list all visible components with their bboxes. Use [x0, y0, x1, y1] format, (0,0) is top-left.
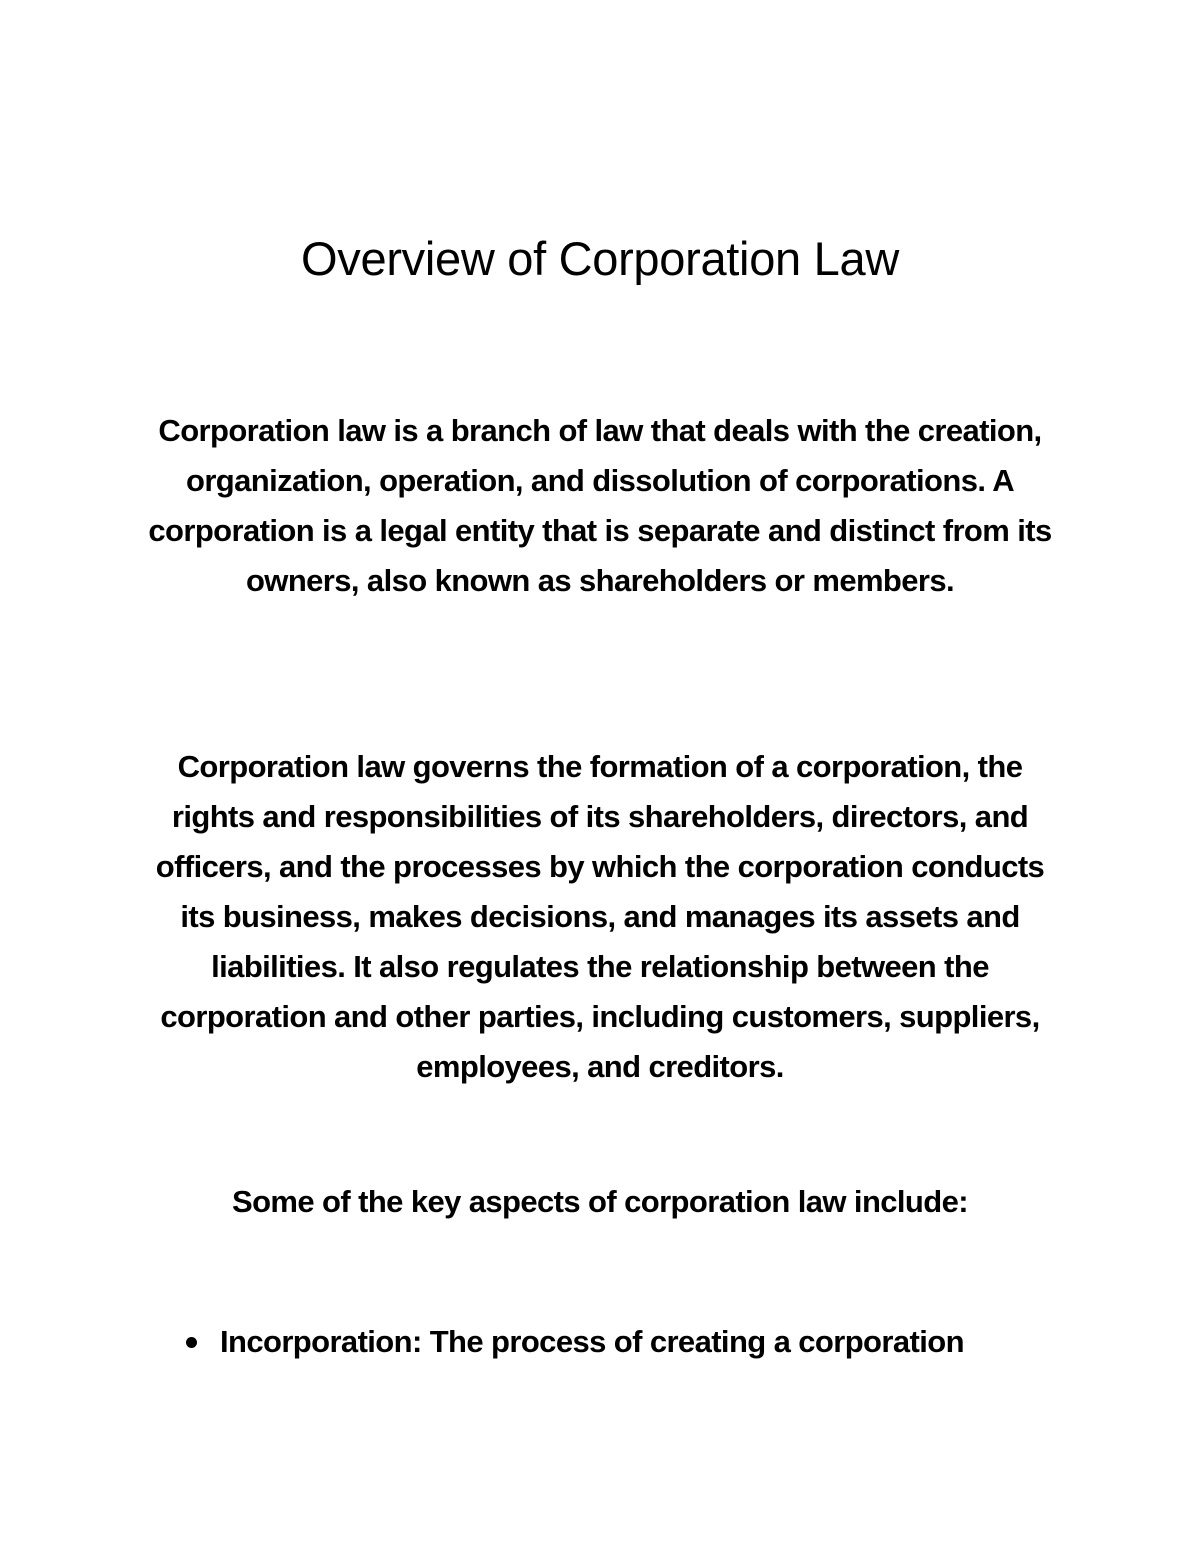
list-item-text: Incorporation: The process of creating a corporation	[220, 1324, 964, 1359]
key-aspects-list	[180, 1317, 1080, 1367]
list-item	[180, 1317, 1080, 1367]
document-title: Overview of Corporation Law	[301, 232, 899, 285]
bullet-icon	[186, 1337, 197, 1348]
paragraph-governance: Corporation law governs the formation of a corporation, the rights and responsibilities of its shareholders, directors, and officers, and the processes by which the corporation conducts its business, makes decisions, and manages its assets and liabilities. It also regulates the relationship between the corporation and other parties, including customers, suppliers, employees, and creditors.	[155, 749, 1045, 1084]
paragraph-key-aspects-intro: Some of the key aspects of corporation law include:	[232, 1184, 968, 1219]
paragraph-definition: Corporation law is a branch of law that deals with the creation, organization, operation, and dissolution of corporations. A corporation is a legal entity that is separate and distinct from its owners, also known as shareholders or members.	[148, 413, 1052, 598]
